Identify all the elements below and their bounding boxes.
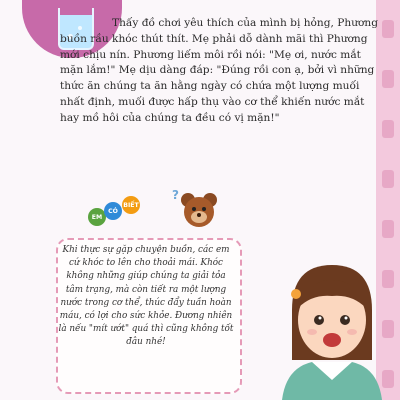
em-co-biet-badge: [88, 198, 158, 232]
question-mark: ?: [172, 188, 179, 202]
badge-word-em: EM: [88, 208, 106, 226]
margin-stripe: [382, 120, 394, 138]
badge-word-biet: BIẾT: [122, 196, 140, 214]
tip-emphasis: "mít ướt": [88, 324, 129, 335]
girl-illustration: [272, 250, 392, 400]
bear-mascot-icon: [178, 190, 220, 230]
margin-stripe: [382, 170, 394, 188]
margin-stripe: [382, 20, 394, 38]
margin-stripe: [382, 70, 394, 88]
story-paragraph: Thấy đồ chơi yêu thích của mình bị hỏng, Phương buồn rầu khóc thút thít. Mẹ phải dỗ dành mãi thì Phương mới chịu nín. Phương liếm môi rồi nói: "Mẹ ơi, nước mắt mặn lắm!" Mẹ dịu dàng đáp: "Đúng rồi con ạ, bởi vì những thức ăn chúng ta ăn hằng ngày có chứa một lượng muối nhất định, muối được hấp thụ vào cơ thể khiến nước mắt hay mồ hôi của chúng ta đều có vị mặn!": [60, 17, 379, 124]
tip-text: [58, 244, 234, 350]
tip-text-part: quá thì cũng không tốt đâu nhé!: [126, 324, 234, 348]
badge-word-co: CÓ: [104, 202, 122, 220]
margin-stripe: [382, 220, 394, 238]
tip-text-part: Khi thực sự gặp chuyện buồn, các em cứ khóc to lên cho thoải mái. Khóc không những giúp chúng ta giải tỏa tâm trạng, mà còn tiết ra một lượng nước trong cơ thể, thúc đẩy tuần hoàn máu, có lợi cho sức khỏe. Đương nhiên là nếu: [58, 245, 233, 335]
